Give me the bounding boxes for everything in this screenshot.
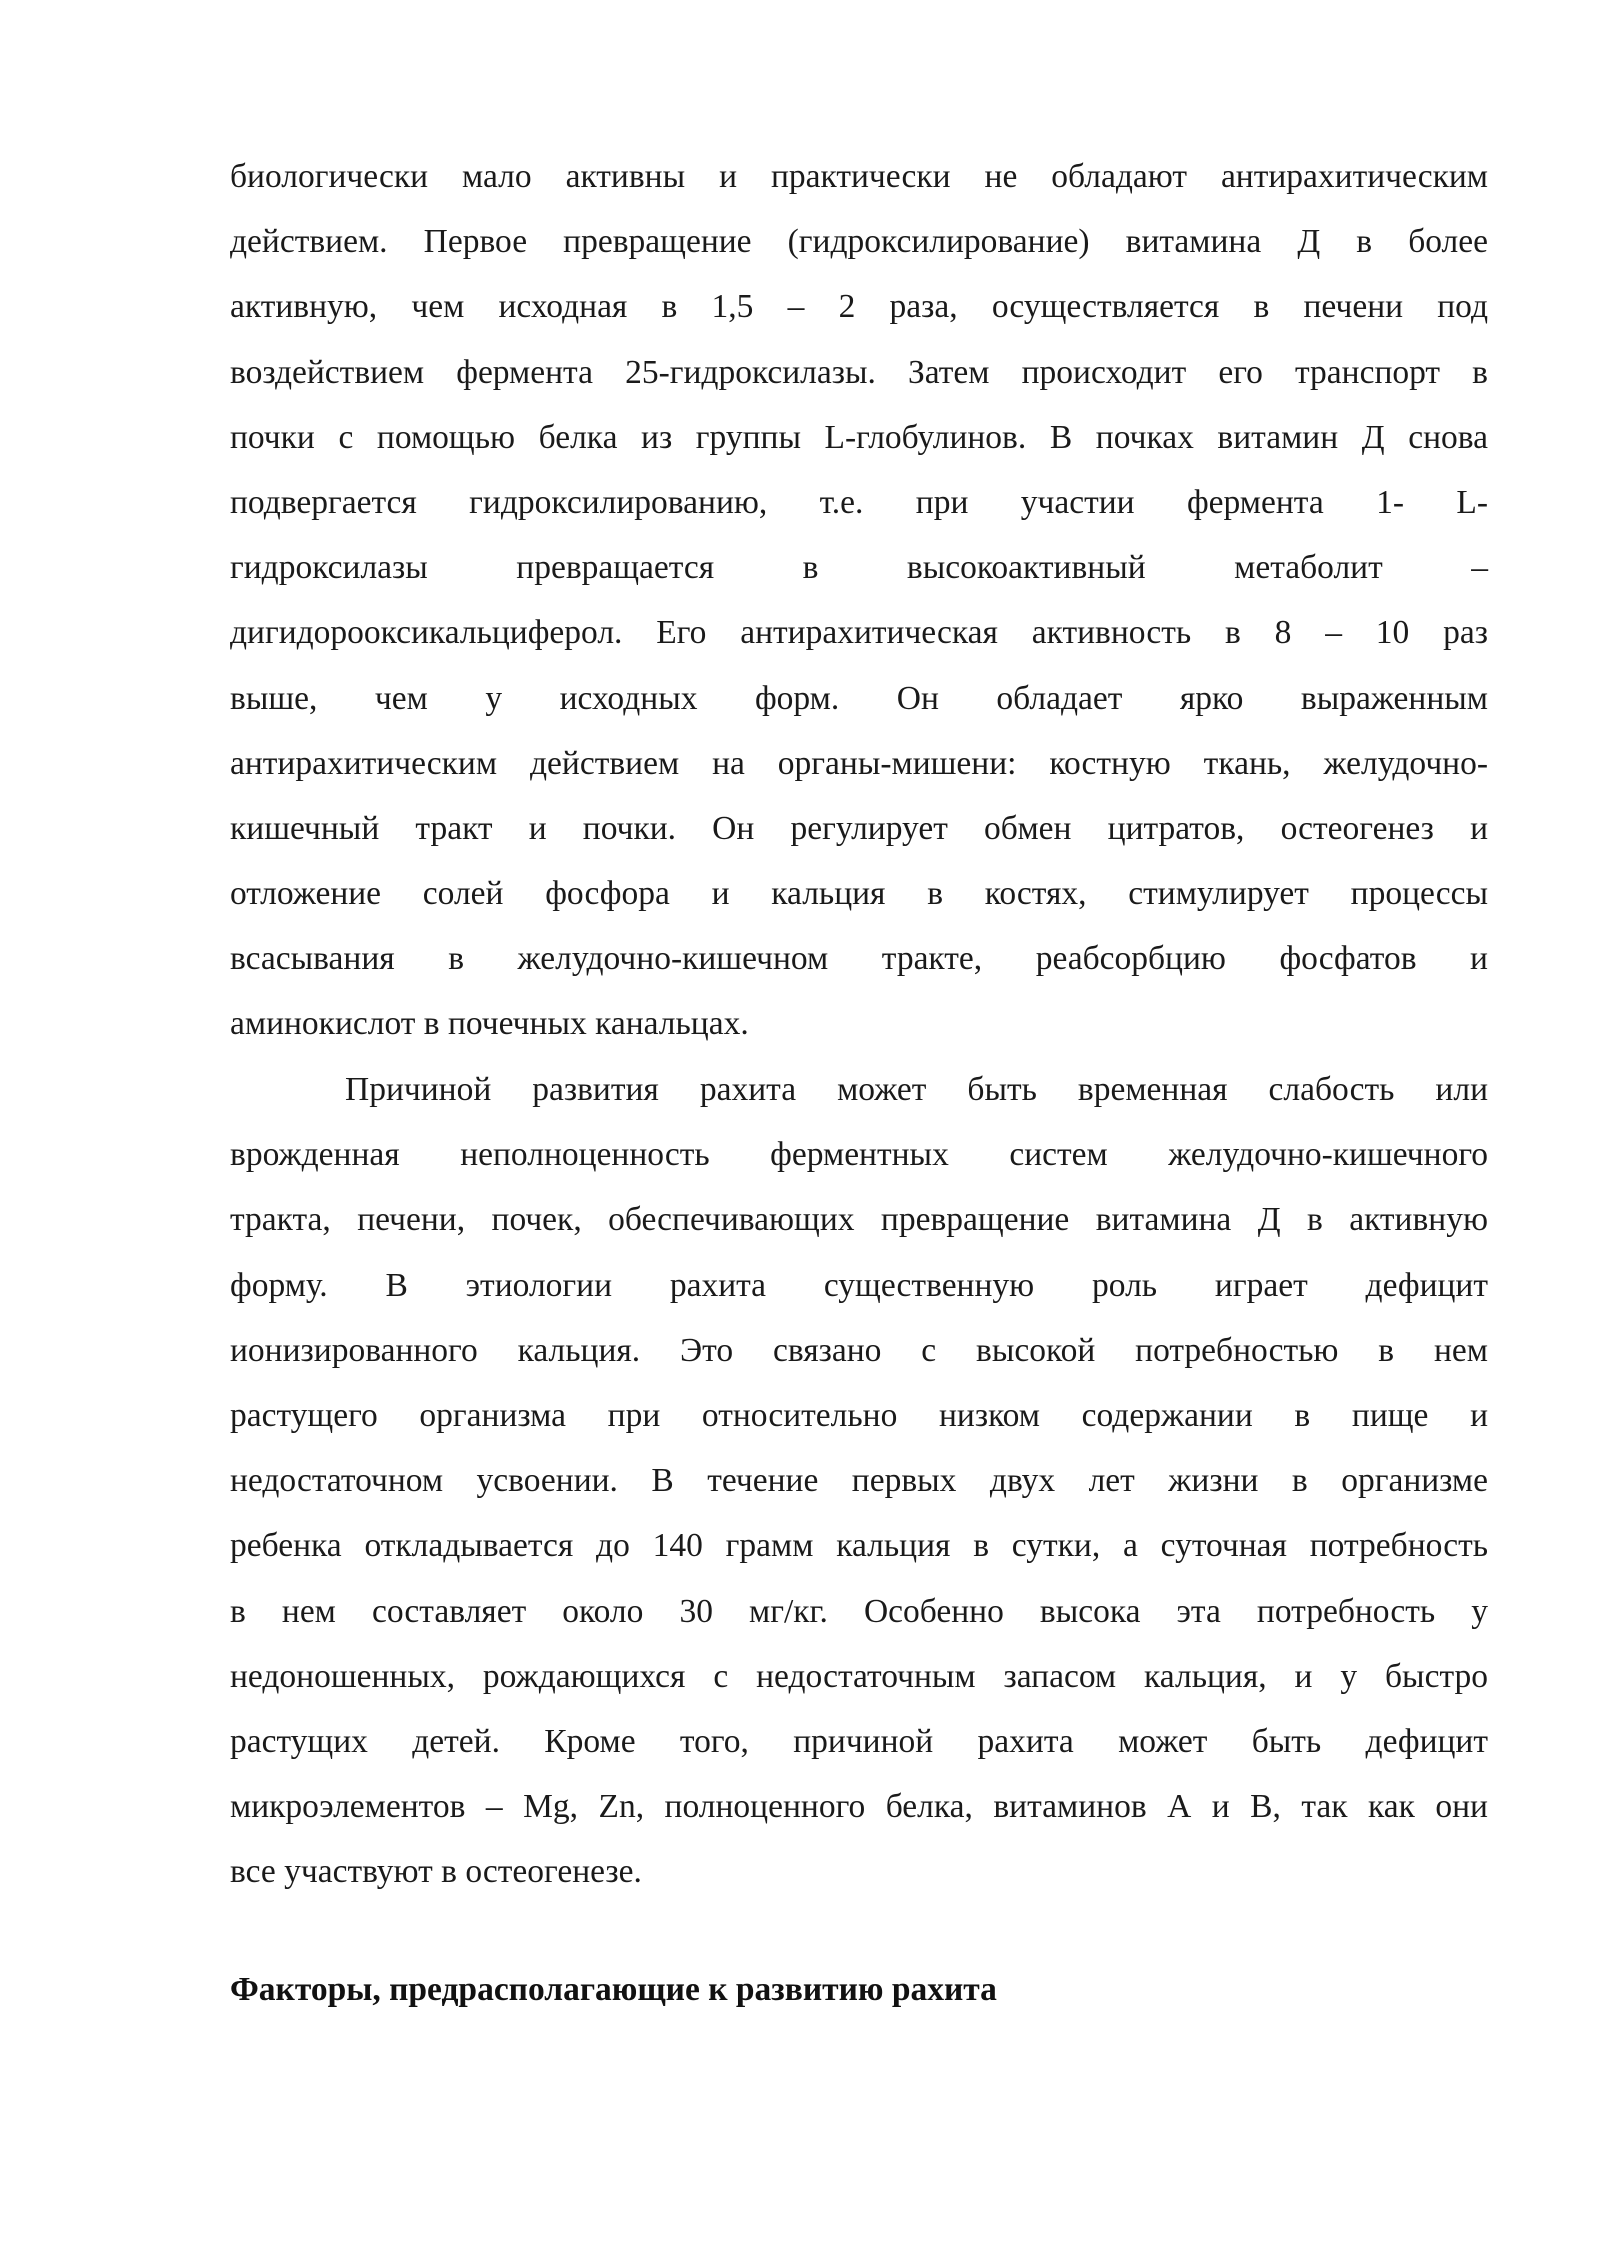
paragraph-line: отложение солей фосфора и кальция в костях, стимулирует процессы bbox=[230, 875, 1488, 913]
paragraph-line: растущих детей. Кроме того, причиной рахита может быть дефицит bbox=[230, 1722, 1488, 1760]
paragraph-line: кишечный тракт и почки. Он регулирует обмен цитратов, остеогенез и bbox=[230, 809, 1488, 847]
paragraph-line: действием. Первое превращение (гидроксилирование) витамина Д в более bbox=[230, 223, 1488, 261]
paragraph-line: все участвуют в остеогенезе. bbox=[230, 1853, 642, 1891]
paragraph-line: подвергается гидроксилированию, т.е. при участии фермента 1- L- bbox=[230, 483, 1488, 521]
paragraph-line: Причиной развития рахита может быть временная слабость или bbox=[345, 1071, 1488, 1108]
paragraph-line: гидроксилазы превращается в высокоактивный метаболит – bbox=[230, 549, 1488, 587]
paragraph-line: биологически мало активны и практически не обладают антирахитическим bbox=[230, 158, 1488, 195]
paragraph-line: аминокислот в почечных канальцах. bbox=[230, 1005, 749, 1043]
paragraph-line: выше, чем у исходных форм. Он обладает ярко выраженным bbox=[230, 679, 1488, 717]
paragraph-line: форму. В этиологии рахита существенную роль играет дефицит bbox=[230, 1266, 1488, 1304]
paragraph-line: антирахитическим действием на органы-мишени: костную ткань, желудочно- bbox=[230, 744, 1488, 782]
paragraph-rickets-causes bbox=[230, 1057, 1488, 1904]
paragraph-line: в нем составляет около 30 мг/кг. Особенно высока эта потребность у bbox=[230, 1592, 1488, 1630]
paragraph-line: всасывания в желудочно-кишечном тракте, реабсорбцию фосфатов и bbox=[230, 940, 1488, 978]
paragraph-line: микроэлементов – Mg, Zn, полноценного белка, витаминов А и В, так как они bbox=[230, 1788, 1488, 1826]
paragraph-line: тракта, печени, почек, обеспечивающих превращение витамина Д в активную bbox=[230, 1201, 1488, 1239]
paragraph-line: ребенка откладывается до 140 грамм кальция в сутки, а суточная потребность bbox=[230, 1527, 1488, 1565]
paragraph-line: активную, чем исходная в 1,5 – 2 раза, осуществляется в печени под bbox=[230, 288, 1488, 326]
paragraph-line: растущего организма при относительно низком содержании в пище и bbox=[230, 1396, 1488, 1434]
paragraph-line: почки с помощью белка из группы L-глобулинов. В почках витамин Д снова bbox=[230, 418, 1488, 456]
section-heading: Факторы, предрасполагающие к развитию рахита bbox=[230, 1971, 997, 2008]
paragraph-line: недостаточном усвоении. В течение первых двух лет жизни в организме bbox=[230, 1462, 1488, 1500]
paragraph-line: воздействием фермента 25-гидроксилазы. Затем происходит его транспорт в bbox=[230, 353, 1488, 391]
paragraph-line: врожденная неполноценность ферментных систем желудочно-кишечного bbox=[230, 1136, 1488, 1174]
paragraph-vitamin-d-metabolism bbox=[230, 144, 1488, 1057]
paragraph-line: дигидорооксикальциферол. Его антирахитическая активность в 8 – 10 раз bbox=[230, 614, 1488, 652]
paragraph-line: ионизированного кальция. Это связано с высокой потребностью в нем bbox=[230, 1331, 1488, 1369]
paragraph-line: недоношенных, рождающихся с недостаточным запасом кальция, и у быстро bbox=[230, 1657, 1488, 1695]
